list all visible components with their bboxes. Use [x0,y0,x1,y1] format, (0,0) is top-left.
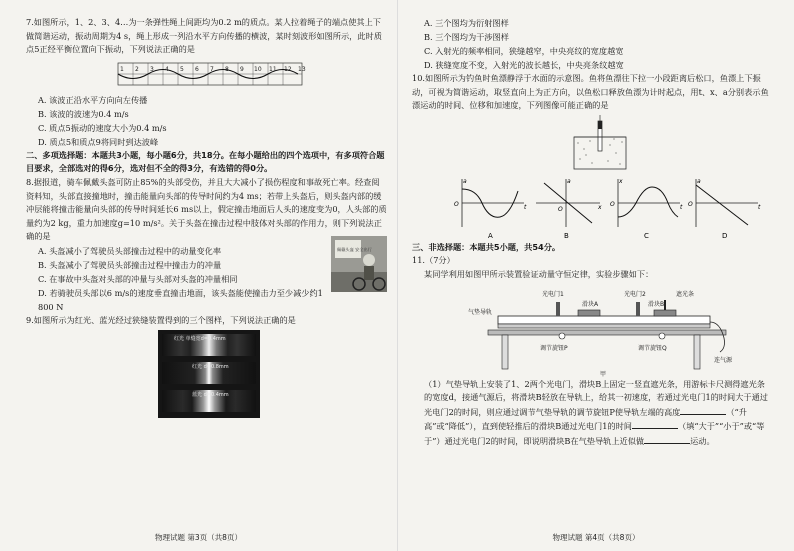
right-page [397,0,794,551]
graph-c-yaxis: x [619,177,623,185]
pattern-strip-red-narrow [162,334,256,356]
q11-intro: 某同学利用如图甲所示装置验证动量守恒定律，实验步骤如下： [424,268,654,279]
left-footer: 物理试题 第3页（共8页） [155,533,242,542]
label-knob-p: 调节旋钮P [540,344,568,352]
graph-a-origin: O [454,200,459,208]
q7-label: 5 [180,65,184,73]
section-3-heading: 三、非选择题：本题共5小题，共54分。 [412,241,561,252]
q7-label: 2 [135,65,139,73]
q7-label: 12 [284,65,292,73]
q10-graph-c [608,175,686,241]
graph-d-xaxis: t [758,203,761,211]
q7-label: 10 [254,65,262,73]
q9-text: 9.如图所示为红光、蓝光经过狭缝装置得到的三个图样，下列说法正确的是 [26,314,296,325]
answer-blank-2[interactable] [632,419,678,429]
q7-label: 8 [225,65,229,73]
label-slider-a: 滑块A [582,300,599,308]
q7-option-d: D. 质点5和质点9将同时到达波峰 [38,136,159,147]
graph-d-yaxis: a [697,177,701,185]
q11-step1 [412,378,772,449]
label-caption: 甲 [600,370,607,378]
graph-b-yaxis: a [567,177,571,185]
graph-d-origin: O [688,200,693,208]
q8-option-a: A. 头盔减小了驾驶员头部撞击过程中的动量变化率 [38,245,222,256]
label-strip: 遮光条 [676,290,695,298]
label-air: 连气源 [714,356,733,364]
q7-label: 7 [210,65,214,73]
q7-option-b: B. 该波的波速为0.4 m/s [38,108,129,119]
helmet-photo [331,236,387,292]
label-knob-q: 调节旋钮Q [638,344,667,352]
q7-wave-figure [114,59,314,93]
q7-label: 9 [240,65,244,73]
q7-label: 1 [120,65,124,73]
graph-b-xaxis: x [598,203,602,211]
label-slider-b: 滑块B [648,300,665,308]
graph-c-xaxis: t [680,203,683,211]
answer-blank-1[interactable] [680,405,726,415]
graph-c-letter: C [644,231,649,240]
q10-graph-b [530,175,608,241]
graph-b-letter: B [564,231,569,240]
helmet-sign-text: 佩戴头盔 安全出行 [337,246,372,252]
pattern-strip-red-wide [162,362,256,384]
q10-text: 10.如图所示为钓鱼时鱼漂静浮于水面的示意图。鱼将鱼漂往下拉一小段距离后松口，鱼漂上下振动，可视为简谐运动，取竖直向上为正方向，以鱼松口释放鱼漂为计时起点，用t、x、a分别表示鱼漂运动的时间、位移和加速度，下列图像可能正确的是 [412,73,769,111]
right-footer: 物理试题 第4页（共8页） [552,533,640,542]
graph-b-origin: O [558,205,563,213]
q7-label: 11 [269,65,277,73]
pattern-label-2: 红光 d=0.8mm [192,363,229,370]
q9-pattern-figure [158,330,260,418]
graph-a-xaxis: t [524,203,527,211]
label-gate1: 光电门1 [542,290,564,298]
label-rail: 气垫导轨 [468,308,493,316]
graph-c-origin: O [610,200,615,208]
q7-option-c: C. 质点5振动的速度大小为0.4 m/s [38,122,167,133]
q7-label: 3 [150,65,154,73]
label-gate2: 光电门2 [624,290,646,298]
pattern-label-1: 红光 单缝宽d=0.4mm [174,335,226,342]
q11-step1-a: （1）气垫导轨上安装了1、2两个光电门，滑块B上固定一竖直遮光条，用游标卡尺测得遮光条的宽度d，接通气源后，将滑块B轻放在导轨上，给其一初速度，若通过光电门1的时间大于通过光电门2的时间，则应通过调节气垫导轨的调节旋钮P使导轨左端的高度 [424,378,768,417]
q7-label: 4 [165,65,169,73]
q8-option-d: D. 若骑驶员头部以6 m/s的速度垂直撞击地面，该头盔能使撞击力至少减少约1 800 N [38,287,323,312]
q10-graphs [452,175,772,241]
q7-option-a: A. 该波正沿水平方向向左传播 [38,94,148,105]
q8-option-b: B. 头盔减小了驾驶员头部撞击过程中撞击力的冲量 [38,259,222,270]
q11-step1-d: 运动。 [690,435,715,446]
q10-graph-a [452,175,530,241]
pattern-label-3: 蓝光 d=0.4mm [192,391,229,398]
q7-text: 7.如图所示，1、2、3、4…为一条弹性绳上间距均为0.2 m的质点。某人拉着绳子的端点使其上下做简谐运动，振动周期为4 s，绳上形成一列沿水平方向传播的横波，某时刻波形如图所示，此时质点5正经平衡位置向下振动，下列说法正确的是 [26,17,382,55]
air-track-figure [468,282,758,378]
q9-option-b: B. 三个图均为干涉图样 [424,32,509,42]
q8-options-block [26,244,387,314]
q8-text: 8.据报道，骑车佩戴头盔可防止85%的头部受伤，并且大大减小了损伤程度和事故死亡率。经查阅资料知，头部直接撞地时，撞击能量向头部的传导时间约为4 ms；若带上头盔后，则头盔内部的缓冲层能将撞击能量向头部的传导时间延长6 ms以上，假定撞击地面后人头的速度变为0，人头部的质量约为2 kg，重力加速度g=10 m/s²。关于头盔在撞击过程中肢体对头部的作用力，则下列说法正确的是 [26,176,387,242]
q11-head: 11.（7分） [412,255,455,266]
q11-step1-b: （“升高”或“降低”），直到使轻推后的滑块B通过光电门1的时间 [424,406,747,432]
q11-step1-c: （填“大于”“小于”或“等于”）通过光电门2的时间，即说明滑块B在气垫导轨上近似做 [424,421,765,446]
graph-a-letter: A [488,231,493,240]
q7-label: 13 [298,65,306,73]
graph-a-yaxis: a [463,177,467,185]
q9-option-a: A. 三个图均为衍射图样 [424,18,509,28]
fishing-float-figure [570,115,630,173]
q8-option-c: C. 在事故中头盔对头部的冲量与头部对头盔的冲量相同 [38,273,238,284]
q7-label: 6 [195,65,199,73]
section-2-heading: 二、多项选择题：本题共3小题，每小题6分，共18分。在每小题给出的四个选项中，有多项符合题目要求，全部选对的得6分，选对但不全的得3分，有选错的得0分。 [26,149,385,174]
pattern-strip-blue-narrow [162,390,256,412]
graph-d-letter: D [722,231,728,240]
q9-option-c: C. 入射光的频率相同，狭缝越窄，中央亮纹的宽度越宽 [424,46,624,56]
q9-option-d: D. 狭缝宽度不变，入射光的波长越长，中央亮条纹越宽 [424,60,624,70]
q10-graph-d [686,175,764,241]
answer-blank-3[interactable] [644,434,690,444]
